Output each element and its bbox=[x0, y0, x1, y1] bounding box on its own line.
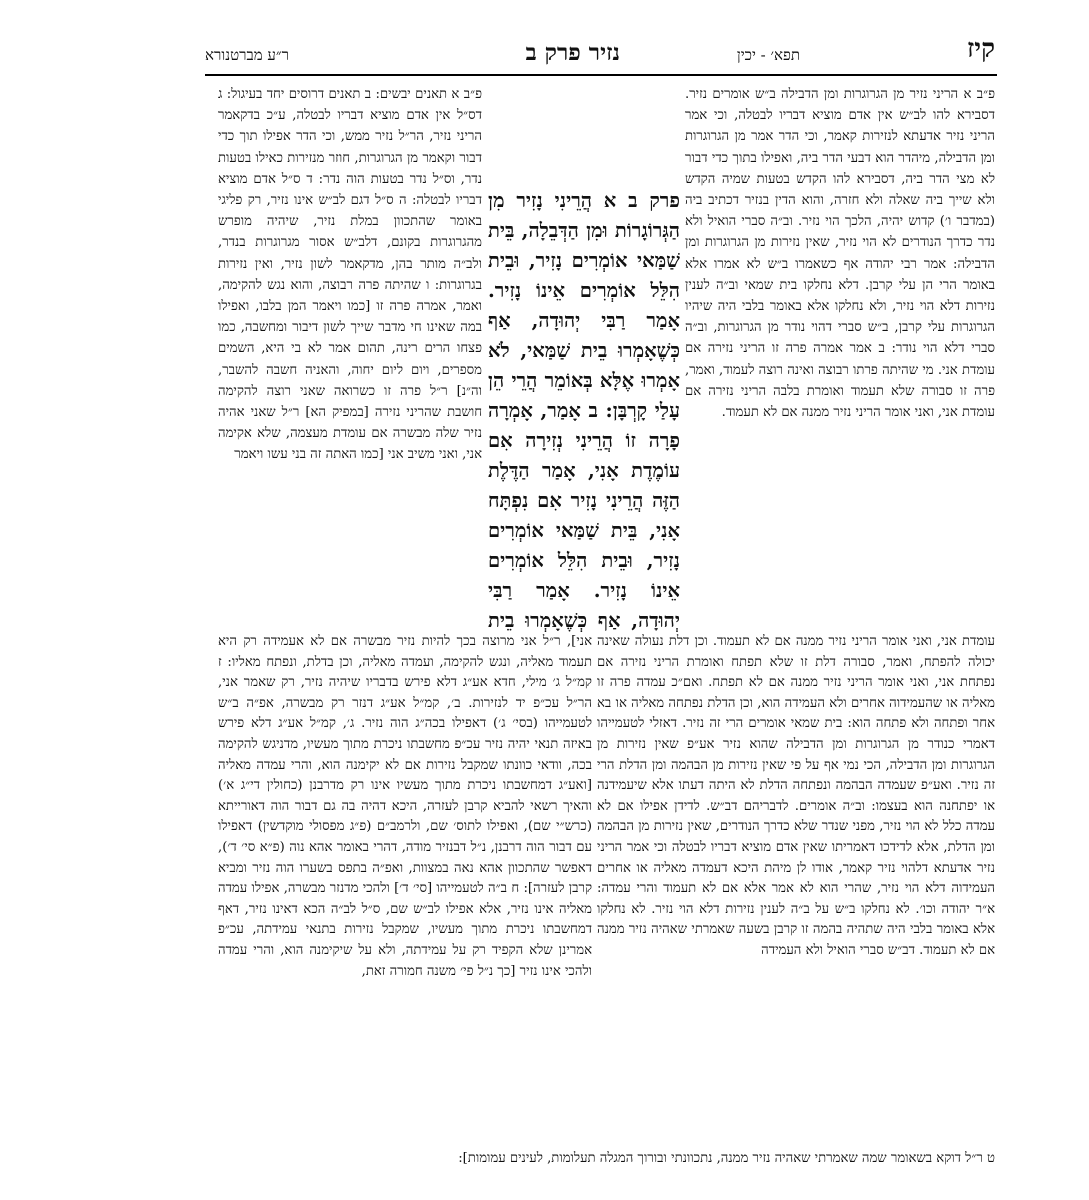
bartenura-commentary-bottom bbox=[597, 632, 995, 1147]
bartenura-text-top: פ״ב א הריני נזיר מן הגרוגרות ומן הדבילה ב״ש אומרים נזיר. דסבירא להו לב״ש אין אדם מוציא דבריו לבטלה, וכי אמר הריני נזיר אדעתא לנזירות קאמר, וכי הדר אמר מן הגרוגרות ומן הדבילה, מיהדר הוא דבעי הדר ביה, ואפילו בתוך כדי דבור לא מצי הדר ביה, דסבירא להו הקדש בטעות שמיה הקדש ולא שייך ביה שאלה ולא חזרה, והוא הדין בנזיר דכתיב ביה (במדבר ו׳) קדוש יהיה, הלכך הוי נזיר. וב״ה סברי הואיל ולא נדר כדרך הנודרים לא הוי נזיר, שאין נזירות מן הגרוגרות ומן הדבילה: אמר רבי יהודה אף כשאמרו ב״ש לא אמרו אלא באומר הרי הן עלי קרבן. דלא נחלקו בית שמאי וב״ה לענין נזירות דלא הוי נזיר, ולא נחלקו אלא באומר בלבי היה שיהיו הגרוגרות עלי קרבן, ב״ש סברי דהוי נודר מן הגרוגרות, וב״ה סברי דלא הוי נודר: ב אמר אמרה פרה זו הריני נזירה אם עומדת אני. מי שהיתה פרתו רבוצה ואינה רוצה לעמוד, ואמר, פרה זו סבורה שלא תעמוד ואומרת בלבה הריני נזירה אם עומדת אני, ואני אומר הריני נזיר ממנה אם לא תעמוד. bbox=[685, 87, 995, 421]
footer-line: ט ר״ל דוקא בשאומר שמה שאמרתי שאהיה נזיר ממנה, נתכוונתי ובורוך המגלה תעלומות, לעינים עמומות]: bbox=[458, 1151, 995, 1166]
tiferet-text-top: פ״ב א תאנים יבשים: ב תאנים דרוסים יחד בעיגול: ג דס״ל אין אדם מוציא דבריו לבטלה, ע״כ בדקאמר הריני נזיר, הר״ל נזיר ממש, וכי הדר אפילו תוך כדי דבור וקאמר מן הגרוגרות, חוזר מנזירות כאילו בטעות נדר, וס״ל נדר בטעות הוה נדר: ד ס״ל אדם מוציא דבריו לבטלה: ה ס״ל דגם לב״ש אינו נזיר, רק פליגי באומר שהתכוון במלת נזיר, שיהיה מופרש מהגרוגרות בקונם, דלב״ש אסור מגרוגרות בנדר, ולב״ה מותר בהן, מדקאמר לשון נזיר, ואין נזירות בגרוגרות: ו שהיתה פרה רבוצה, והוא נגש להקימה, ואמר, אמרה פרה זו [כמו ויאמר המן בלבו, ואפילו במה שאינו חי מדבר שייך לשון דיבור ומחשבה, כמו פצחו הרים רינה, תהום אמר לא בי היא, השמים מספרים, ויום ליום יחוה, והאניה חשבה להשבר, וה״נ] ר״ל פרה זו כשרואה שאני רוצה להקימה חושבת שהריני נזירה [במפיק הא] ר״ל שאני אהיה נזיר שלה מבשרה אם עומדת מעצמה, שלא אקימה אני, ואני משיב אני [כמו האתה זה בני עשו ויאמר bbox=[218, 87, 482, 463]
tiferet-yisrael-commentary-bottom bbox=[218, 632, 592, 1147]
tiferet-text-bottom: אני], ר״ל אני מרוצה בכך להיות נזיר מבשרה אם לא אעמידה רק היא תעמוד מאליה, ונגש להקימה, ועמדה מאליה, וכן בדלת, ונפתח מאליו: ז קמ״ל ג׳ מילי, חדא אע״ג דלא פירש בדבריו שיהיה נזיר, רק שאמר אני, הר״ל עכ״פ יד לנזירות. ב׳, קמ״ל אע״ג דנזר רק מבשרה, אפ״ה ב״ש לטעמייהו (בסי׳ ג׳) דאפילו בכה״ג הוה נזיר. ג׳, קמ״ל אע״ג דלא פירש באיזה תנאי יהיה נזיר עכ״פ מחשבתו ניכרת מתוך מעשיו, מדניגש להקימה בכה, וודאי כוונתו שמקבל נזירות אם לא יקימנה הוא, והרי עמדה מאליה [ואע״ג דמחשבתו ניכרת מתוך מעשיו אינו רק מדרבנן (כחולין די״ג א׳) והאיך רשאי להביא קרבן לעזרה, היכא דהיה בה גם דבור הוה דאורייתא (כרש״י שם), ואפילו לתוס׳ שם, ולרמב״ם (פ״ג מפסולי מוקדשין) דאפילו עם דבור הוה דרבנן, נ״ל דבנזיר מודה, דהרי באומר אהא נוה (פ״א סי׳ ד׳), דאפשר שהתכוון אהא נאה במצוות, ואפ״ה בתפס בשערו הוה נזיר ומביא קרבן לעזרה]: ח ב״ה לטעמייהו [סי׳ ד׳] ולהכי מדנזר מבשרה, אפילו עמדה מאליה אינו נזיר, אלא אפילו לב״ש שם, ס״ל לב״ה הכא דאינו נזיר, דאף דמחשבתו ניכרת מתוך מעשיו, שמקבל נזירות בתנאי עמידתה, עכ״פ אמרינן שלא הקפיד רק על עמידתה, ולא על שיקימנה הוא, והרי עמדה ולהכי אינו נזיר [כך נ״ל פי׳ משנה חמורה זאת, bbox=[218, 634, 592, 979]
bartenura-commentary-top bbox=[685, 84, 995, 632]
tiferet-yisrael-commentary-top bbox=[218, 84, 482, 632]
mishnah-main-text bbox=[488, 186, 680, 634]
page-number: קיז bbox=[967, 34, 995, 64]
commentary-source-label: ר״ע מברטנורא bbox=[205, 46, 289, 64]
mishnah-text: פרק ב א הֲרֵינִי נָזִיר מִן הַגְּרוֹגָרוֹת וּמִן הַדְּבֵלָה, בֵּית שַׁמַּאי אוֹמְרִים נָזִיר, וּבֵית הִלֵּל אוֹמְרִים אֵינוֹ נָזִיר. אָמַר רַבִּי יְהוּדָה, אַף כְּשֶׁאָמְרוּ בֵית שַׁמַּאי, לֹא אָמְרוּ אֶלָּא בְּאוֹמֵר הֲרֵי הֵן עָלַי קָרְבָּן: ב אָמַר, אָמְרָה פָרָה זוֹ הֲרֵינִי נְזִירָה אִם עוֹמֶדֶת אָנִי, אָמַר הַדֶּלֶת הַזֶּה הֲרֵינִי נָזִיר אִם נִפְתָּח אָנִי, בֵּית שַׁמַּאי אוֹמְרִים נָזִיר, וּבֵית הִלֵּל אוֹמְרִים אֵינוֹ נָזִיר. אָמַר רַבִּי יְהוּדָה, אַף כְּשֶׁאָמְרוּ בֵית bbox=[488, 189, 680, 632]
bartenura-text-bottom: עומדת אני, ואני אומר הריני נזיר ממנה אם לא תעמוד. וכן דלת נעולה שאינה יכולה להפתח, ואמר, סבורה דלת זו שלא תפתח ואומרת הריני נזירה אם נפתחת אני, ואני אומר הריני נזיר ממנה אם לא תפתח. ואם״כ עמדה פרה זו מאליה או שהעמידוה אחרים ולא העמידה הוא, וכן הדלת נפתחה מאליה או בא אחר ופתחה ולא פתחה הוא: בית שמאי אומרים הרי זה נזיר. דאזלי לטעמייהו דאמרי כנודר מן הגרוגרות ומן הדבילה שהוא נזיר אע״פ שאין נזירות מן הגרוגרות ומן הדבילה, הכי נמי אף על פי שאין נזירות מן הבהמה ומן הדלת הרי זה נזיר. ואע״פ שעמדה הבהמה ונפתחה הדלת לא היתה דעתו אלא שיעמידנה או יפתחנה הוא בעצמו: וב״ה אומרים. לדבריהם דב״ש. לדידן אפילו אם לא עמדה כלל לא הוי נזיר, מפני שנדר שלא כדרך הנודרים, שאין נזירות מן הבהמה ומן הדלת, אלא לדידכו דאמריתו שאין אדם מוציא דבריו לבטלה וכי אמר הריני נזיר אדעתא דלהוי נזיר קאמר, אודו לן מיהת היכא דעמדה מאליה או אחרים העמידוה דלא הוי נזיר, שהרי הוא לא אמר אלא אם לא תעמוד והרי עמדה: א״ר יהודה וכו׳. לא נחלקו ב״ש על ב״ה לענין נזירות דלא הוי נזיר. לא נחלקו אלא באומר בלבי היה שתהיה בהמה זו קרבן בשעה שאמרתי שאהיה נזיר ממנה אם לא תעמוד. דב״ש סברי הואיל ולא העמידה bbox=[597, 634, 995, 958]
section-range: תפא׳ - יכין bbox=[736, 46, 800, 64]
header-rule bbox=[205, 74, 997, 76]
tractate-title: נזיר פרק ב bbox=[525, 39, 620, 66]
page-header bbox=[205, 36, 995, 76]
